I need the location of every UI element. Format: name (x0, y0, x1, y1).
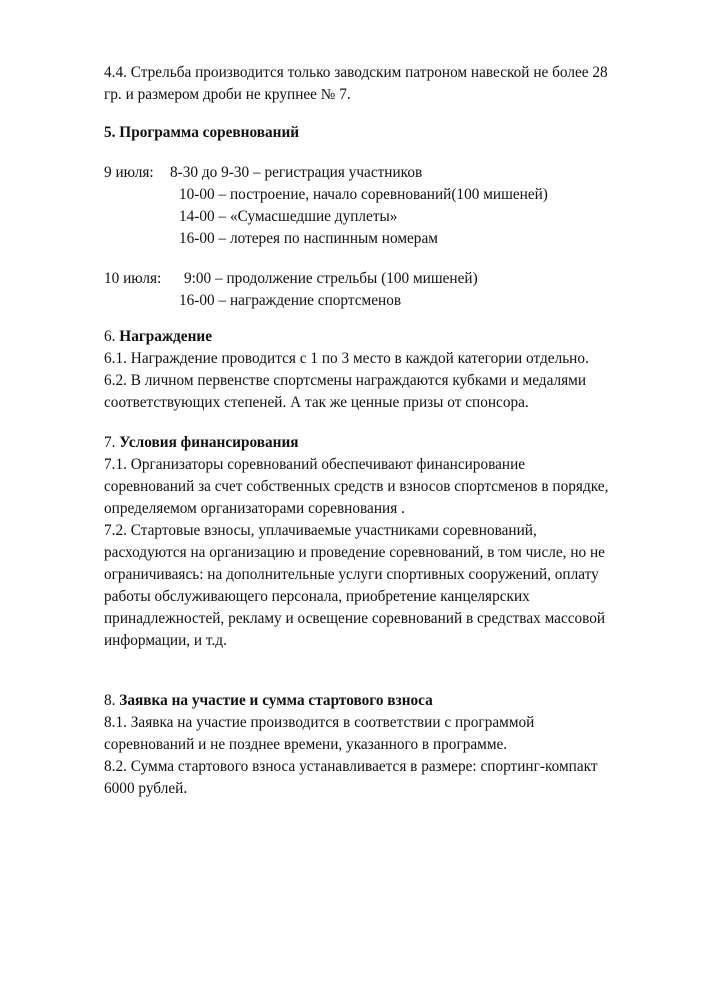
schedule-item: 16-00 – награждение спортсменов (179, 292, 402, 309)
schedule-item: 14-00 – «Сумасшедшие дуплеты» (179, 208, 398, 225)
paragraph-line: определяемом организаторами соревнования . (104, 500, 405, 517)
schedule-item: 8-30 до 9-30 – регистрация участников (170, 164, 423, 181)
section-heading-6 (104, 326, 664, 348)
schedule-day-1 (104, 162, 664, 250)
section-title: Награждение (119, 328, 212, 345)
paragraph-line: 8.2. Сумма стартового взноса устанавливается в размере: спортинг-компакт (104, 758, 598, 775)
section-number: 8. (104, 692, 120, 709)
schedule-item: 16-00 – лотерея по наспинным номерам (179, 230, 438, 247)
section-8 (104, 690, 664, 800)
section-number: 7. (104, 434, 120, 451)
schedule-date: 9 июля: (104, 164, 154, 181)
document-page (104, 62, 664, 800)
paragraph-line: 6.1. Награждение проводится с 1 по 3 место в каждой категории отдельно. (104, 350, 589, 367)
section-6 (104, 326, 664, 414)
section-7 (104, 432, 664, 652)
section-title: Заявка на участие и сумма стартового взноса (119, 692, 433, 709)
section-number: 6. (104, 328, 120, 345)
paragraph-line: 7.1. Организаторы соревнований обеспечивают финансирование (104, 456, 526, 473)
schedule-item: 10-00 – построение, начало соревнований(100 мишеней) (179, 186, 548, 203)
section-title: Условия финансирования (119, 434, 299, 451)
section-heading-8 (104, 690, 664, 712)
schedule-date: 10 июля: (104, 270, 162, 287)
section-heading-5: 5. Программа соревнований (104, 124, 300, 141)
paragraph-line: 6.2. В личном первенстве спортсмены награждаются кубками и медалями (104, 372, 587, 389)
paragraph-line: информации, и т.д. (104, 632, 227, 649)
paragraph-line: соответствующих степеней. А так же ценные призы от спонсора. (104, 394, 529, 411)
paragraph-line: соревнований и не позднее времени, указанного в программе. (104, 736, 508, 753)
paragraph-line: 8.1. Заявка на участие производится в соответствии с программой (104, 714, 535, 731)
schedule-day-2 (104, 268, 664, 312)
section-heading-7 (104, 432, 664, 454)
paragraph-line: ограничиваясь: на дополнительные услуги спортивных сооружений, оплату (104, 566, 599, 583)
paragraph-line: принадлежностей, рекламу и освещение соревнований в средствах массовой (104, 610, 606, 627)
paragraph-line: гр. и размером дроби не крупнее № 7. (104, 86, 351, 103)
paragraph-line: 7.2. Стартовые взносы, уплачиваемые участниками соревнований, (104, 522, 537, 539)
section-4-item-4-4 (104, 62, 664, 106)
paragraph-line: работы обслуживающего персонала, приобретение канцелярских (104, 588, 530, 605)
paragraph-line: расходуются на организацию и проведение соревнований, в том числе, но не (104, 544, 605, 561)
paragraph-line: 4.4. Стрельба производится только заводским патроном навеской не более 28 (104, 64, 608, 81)
paragraph-line: 6000 рублей. (104, 780, 188, 797)
schedule-item: 9:00 – продолжение стрельбы (100 мишеней) (184, 270, 478, 287)
paragraph-line: соревнований за счет собственных средств и взносов спортсменов в порядке, (104, 478, 609, 495)
section-5 (104, 122, 664, 312)
